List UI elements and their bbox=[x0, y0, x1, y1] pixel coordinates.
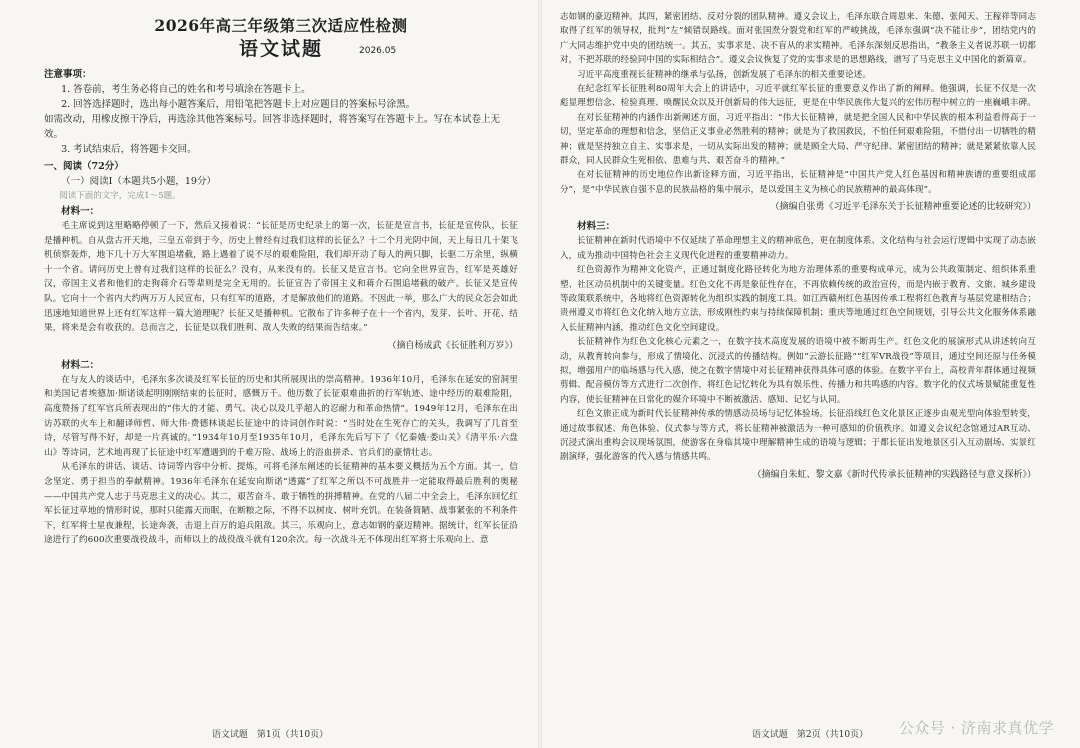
material-2-paragraph: 在对长征精神的历史地位作出新诠释方面，习近平指出，长征精神是“中国共产党人红色基因和精神族谱的重要组成部分”，是“中华民族自强不息的民族品格的集中展示，是以爱国主义为核心的民族精神的最高体现”。 bbox=[560, 170, 1036, 195]
material-2-paragraph: 在与友人的谈话中，毛泽东多次谈及红军长征的历史和其所展现出的崇高精神。1936年10月，毛泽东在延安的窑洞里和美国记者埃德加·斯诺谈起明刚刚结束的长征时，感慨万千。他历数了长征艰难曲折的行军轨迹、途中经历的艰难险阻，高度赞扬了红军官兵所表现出的“伟大的才能、勇气、决心以及几乎超人的忍耐力和革命热情”。1949年12月，毛泽东在出访苏联的火车上和翻译师哲、师大伟·费德林谈起长征途中的诗词创作时说：“当时处在生死存亡的关头，我调写了几首至诗，尽管写得不好，却是一片真诚的。”1934年10月至1935年10月，毛泽东先后写下了《忆秦娥·娄山关》《清平乐·六盘山》等诗词，艺术地再现了长征途中红军遭遇到的千难万险、战场上的浴血拼杀、官兵们的豪情壮志。 bbox=[44, 374, 518, 458]
material-2-paragraph: 在纪念红军长征胜利80周年大会上的讲话中，习近平就红军长征的重要意义作出了新的阐释。他强调，长征不仅是一次彪显理想信念、检验真理、唤醒民众以及开创新局的伟大远征，更是在中华民族伟大复兴的宏伟历程中树立的一座巍峨丰碑。 bbox=[560, 84, 1036, 109]
notice-item: 1. 答卷前，考生务必将自己的姓名和考号填涂在答题卡上。 bbox=[61, 84, 311, 95]
page-1-footer: 语文试题 第1页（共10页） bbox=[211, 730, 329, 740]
material-3-heading: 材料三： bbox=[577, 221, 616, 233]
page-2-footer: 语文试题 第2页（共10页） bbox=[751, 730, 869, 740]
watermark: 公众号 · 济南求真优学 bbox=[898, 719, 1054, 737]
reading-instruction: 阅读下面的文字，完成1～5题。 bbox=[59, 191, 181, 201]
exam-date: 2026.05 bbox=[359, 46, 397, 56]
page-2 bbox=[540, 0, 1080, 748]
notice-item: 如需改动，用橡皮擦干净后，再选涂其他答案标号。回答非选择题时，将答案写在答题卡上。写在本试卷上无效。 bbox=[44, 114, 501, 140]
subject-title: 语文试题 bbox=[238, 38, 323, 60]
material-2-paragraph: 从毛泽东的讲话、谈话、诗词等内容中分析、提炼，可将毛泽东阐述的长征精神的基本要义概括为五个方面。其一，信念坚定、勇于担当的奉献精神。1936年毛泽东在延安向斯诺“透露”了红军之所以不可战胜并一定能取得最后胜利的奥秘——中国共产党人忠于马克思主义的决心。其二，艰苦奋斗、敢于牺牲的拼搏精神。在党的八届二中全会上，毛泽东回忆红军长征过草地的情形时说，那时只能露天而眠，在断粮之际，不得不以树皮、树叶充饥。在装备简陋、战事紧张的不利条件下，红军将士星夜兼程，长途奔袭，击退上百万的追兵阻敌。其三，乐观向上，意志如钢的豪迈精神。据统计，红军长征沿途进行了约600次重要战役战斗，而师以上的战役战斗就有120余次。每一次战斗无不体现出红军将士乐观向上、意 bbox=[44, 462, 518, 546]
notice-item: 3. 考试结束后，将答题卡交回。 bbox=[61, 144, 197, 155]
material-1-source: （摘自杨成武《长征胜利万岁》） bbox=[387, 340, 518, 351]
material-2-paragraph: 习近平高度重视长征精神的继承与弘扬，创新发展了毛泽东的相关重要论述。 bbox=[577, 69, 872, 80]
material-1-heading: 材料一： bbox=[61, 206, 100, 217]
material-3-paragraph: 红色资源作为精神文化资产，正通过制度化路径转化为地方治理体系的重要构成单元，成为公共政策制定、组织体系重塑、社区动员机制中的关键变量。红色文化不再是象征性存在，不再依赖传统的政治宣传，而是内嵌于教育、文旅、城乡建设等政策联系统中，各地将红色资源转化为组织实践的制度工具。如江西赣州红色基因传承工程将红色教育与基层党建相结合；贵州遵义市将红色文化纳入地方立法，形成刚性约束与持续保障机制；重庆等地通过红色空间规划，引导公共文化服务体系融入长征精神内涵，推动红色文化空间建设。 bbox=[560, 265, 1036, 333]
material-1-text: 毛主席说到这里略略停顿了一下，然后又接着说：“长征是历史纪录上的第一次，长征是宣言书，长征是宣传队，长征是播种机。自从盘古开天地，三皇五帝到于今，历史上曾经有过我们这样的长征么？十二个月光阴中间，天上每日几十架飞机侦察轰炸，地下几十万大军围追堵截，路上遇着了说不尽的艰难险阻，我们却开动了每人的两只脚，长驱二万余里，纵横十一个省。请问历史上曾有过我们这样的长征么？没有，从来没有的。长征又是宣言书。它向全世界宣告，红军是英雄好汉，帝国主义者和他们的走狗蒋介石等辈则是完全无用的。长征宣告了帝国主义和蒋介石围追堵截的破产。长征又是宣传队。它向十一个省内大约两万万人民宣布，只有红军的道路，才是解放他们的道路。不因此一举，那么广大的民众怎会如此迅速地知道世界上还有红军这样一篇大道理呢？长征又是播种机。它散布了许多种子在十一个省内，发芽、长叶、开花、结果，将来是会有收获的。总而言之，长征是以我们胜利、敌人失败的结果而告结束。” bbox=[44, 221, 518, 334]
material-2-heading: 材料二： bbox=[61, 359, 100, 371]
subject-row bbox=[44, 37, 518, 61]
material-2-source: （摘编自张勇《习近平毛泽东关于长征精神重要论述的比较研究》） bbox=[770, 202, 1036, 213]
material-2-paragraph: 在对长征精神的内涵作出新阐述方面，习近平指出：“伟大长征精神，就是把全国人民和中华民族的根本利益看得高于一切，坚定革命的理想和信念，坚信正义事业必然胜利的精神；就是为了救国救民，不怕任何艰难险阻，不惜付出一切牺牲的精神；就是坚持独立自主、实事求是，一切从实际出发的精神；就是顾全大局、严守纪律、紧密团结的精神；就是紧紧依靠人民群众，同人民群众生死相依、患难与共、艰苦奋斗的精神。” bbox=[560, 112, 1036, 167]
notice-item: 2. 回答选择题时，选出每小题答案后，用铅笔把答题卡上对应题目的答案标号涂黑。 bbox=[61, 99, 416, 110]
material-2-paragraph: 志如钢的豪迈精神。其四，紧密团结、反对分裂的团队精神。遵义会议上，毛泽东联合周恩来、朱德、张闻天、王稼祥等同志取得了红军的领导权，批判“左”倾错误路线。面对张国焘分裂党和红军的严峻挑战，毛泽东强调“决不能让步”，团结党内的广大同志维护党中央的团结统一。其五，实事求是、决不盲从的求实精神。毛泽东深刻反思指出，“教条主义者说苏联一切都对，不把苏联的经验同中国的实际相结合”。遵义会议恢复了党的实事求是的思想路线，谱写了马克思主义中国化的新篇章。 bbox=[560, 12, 1036, 66]
exam-title: 2026年高三年级第三次适应性检测 bbox=[154, 16, 408, 35]
subsection-heading: （一）阅读Ⅰ（本题共5小题，19分） bbox=[61, 176, 216, 187]
material-3-paragraph: 红色文旅正成为新时代长征精神传承的情感动员场与记忆体验场。长征沿线红色文化景区正逐步由观光型向体验型转变，通过故事叙述、角色体验、仪式参与等方式，将长征精神被激活为一种可感知的价值秩序。如遵义会议纪念馆通过AR互动、沉浸式演出重构会议现场氛围，使游客在身临其境中理解精神生成的语境与逻辑；于都长征出发地景区引入互动剧场、实景红剧演绎，强化游客的代入感与情感共鸣。 bbox=[560, 409, 1036, 463]
notice-heading: 注意事项： bbox=[44, 69, 92, 80]
material-3-source: （摘编自朱虹、黎文嘉《新时代传承长征精神的实践路径与意义探析》） bbox=[752, 469, 1036, 480]
material-3-paragraph: 长征精神在新时代语境中不仅延续了革命理想主义的精神底色，更在制度体系、文化结构与社会运行逻辑中实现了动态嵌入，成为推动中国特色社会主义现代化进程的重要精神动力。 bbox=[560, 236, 1036, 261]
material-3-paragraph: 长征精神作为红色文化核心元素之一，在数字技术高度发展的语境中被不断再生产。红色文化的展演形式从讲述转向互动，从教育转向参与，形成了情境化、沉浸式的传播结构。例如“云游长征路”“红军VR战役”等项目，通过空间还原与任务模拟，增强用户的临场感与代入感，使之在数字情境中对长征精神获得具体可感的体验。在数字平台上，高校青年群体通过视频剪辑、配音模仿等方式进行二次创作，将红色记忆转化为具有娱乐性、传播力和共鸣感的内容。数字化的仪式场景赋能重复性内容，使长征精神在日常化的媒介环境中不断被激活、感知、记忆与认同。 bbox=[560, 337, 1036, 405]
section-heading: 一、阅读（72分） bbox=[44, 161, 124, 172]
